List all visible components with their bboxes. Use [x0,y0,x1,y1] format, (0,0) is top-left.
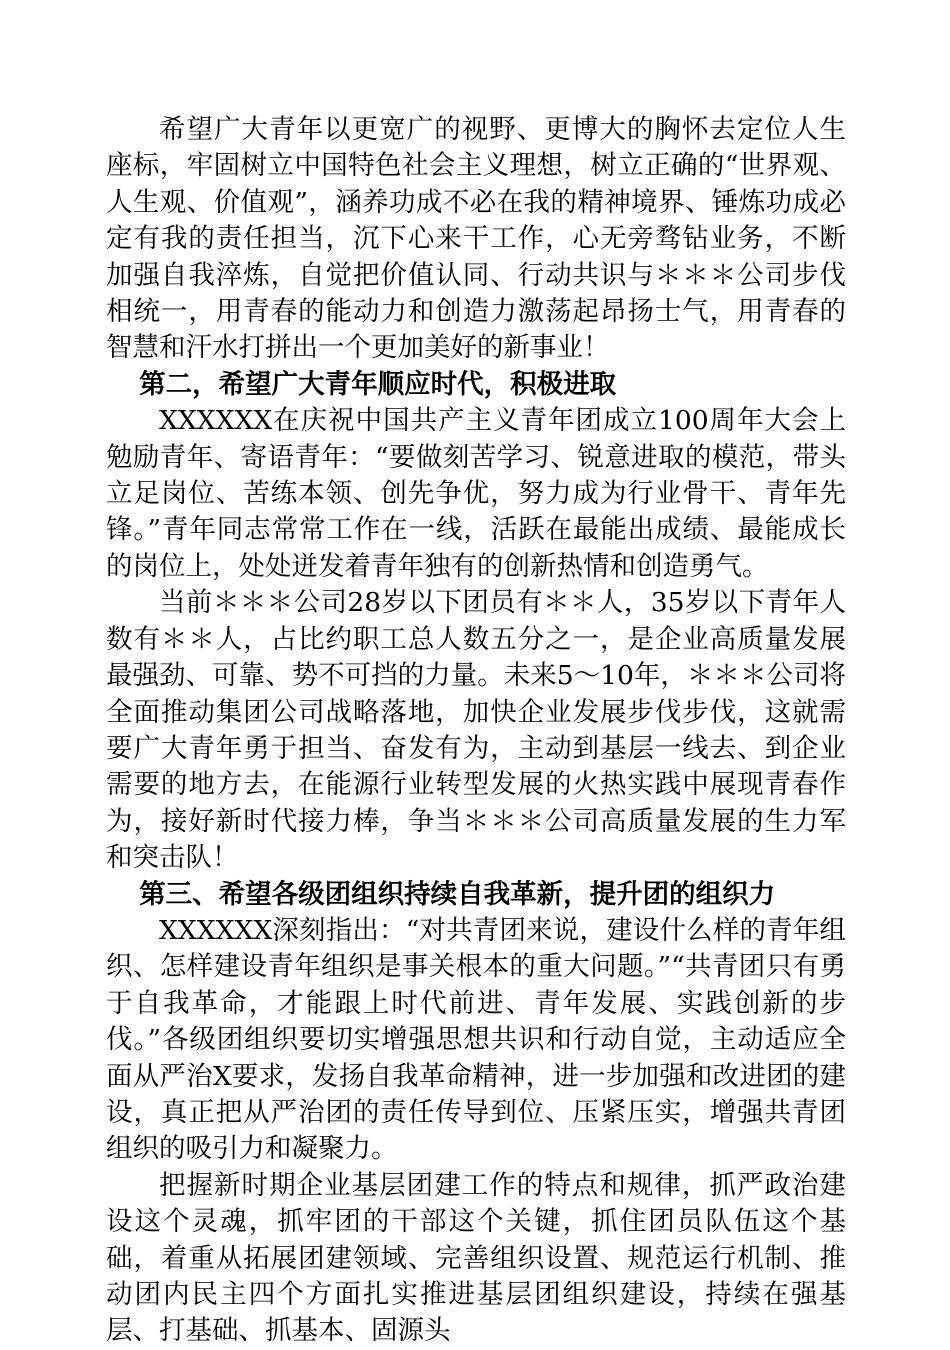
paragraph-company-youth-stats: 当前＊＊＊公司28岁以下团员有＊＊人，35岁以下青年人数有＊＊人，占比约职工总人数五分之一，是企业高质量发展最强劲、可靠、势不可挡的力量。未来5～10年，＊＊＊公司将全面推动集团公司战略落地，加快企业发展步伐步伐，这就需要广大青年勇于担当、奋发有为，主动到基层一线去、到企业需要的地方去，在能源行业转型发展的火热实践中展现青春作为，接好新时代接力棒，争当＊＊＊公司高质量发展的生力军和突击队！ [106,587,846,874]
section-heading-third: 第三、希望各级团组织持续自我革新，提升团的组织力 [139,878,776,910]
paragraph-league-self-reform: XXXXXX深刻指出：“对共青团来说，建设什么样的青年组织、怎样建设青年组织是事关根本的重大问题。”“共青团只有勇于自我革命，才能跟上时代前进、青年发展、实践创新的步伐。”各级团组织要切实增强思想共识和行动自觉，主动适应全面从严治X要求，发扬自我革命精神，进一步加强和改进团的建设，真正把从严治团的责任传导到位、压紧压实，增强共青团组织的吸引力和凝聚力。 [106,914,846,1165]
paragraph-centennial-quote: XXXXXX在庆祝中国共产主义青年团成立100周年大会上勉励青年、寄语青年：“要做刻苦学习、锐意进取的模范，带头立足岗位、苦练本领、创先争优，努力成为行业骨干、青年先锋。”青年同志常常工作在一线，活跃在最能出成绩、最能成长的岗位上，处处迸发着青年独有的创新热情和创造勇气。 [106,405,846,582]
paragraph-hope-youth-vision: 希望广大青年以更宽广的视野、更博大的胸怀去定位人生座标，牢固树立中国特色社会主义理想，树立正确的“世界观、人生观、价值观”，涵养功成不必在我的精神境界、锤炼功成必定有我的责任担当，沉下心来干工作，心无旁骛钻业务，不断加强自我淬炼，自觉把价值认同、行动共识与＊＊＊公司步伐相统一，用青春的能动力和创造力激荡起昂扬士气，用青春的智慧和汗水打拼出一个更加美好的新事业！ [106,114,846,364]
paragraph-grassroots-building: 把握新时期企业基层团建工作的特点和规律，抓严政治建设这个灵魂，抓牢团的干部这个关键，抓住团员队伍这个基础，着重从拓展团建领域、完善组织设置、规范运行机制、推动团内民主四个方面扎实推进基层团组织建设，持续在强基层、打基础、抓基本、固源头 [106,1169,846,1347]
section-heading-second: 第二，希望广大青年顺应时代，积极进取 [139,368,617,400]
document-page [106,112,846,1350]
